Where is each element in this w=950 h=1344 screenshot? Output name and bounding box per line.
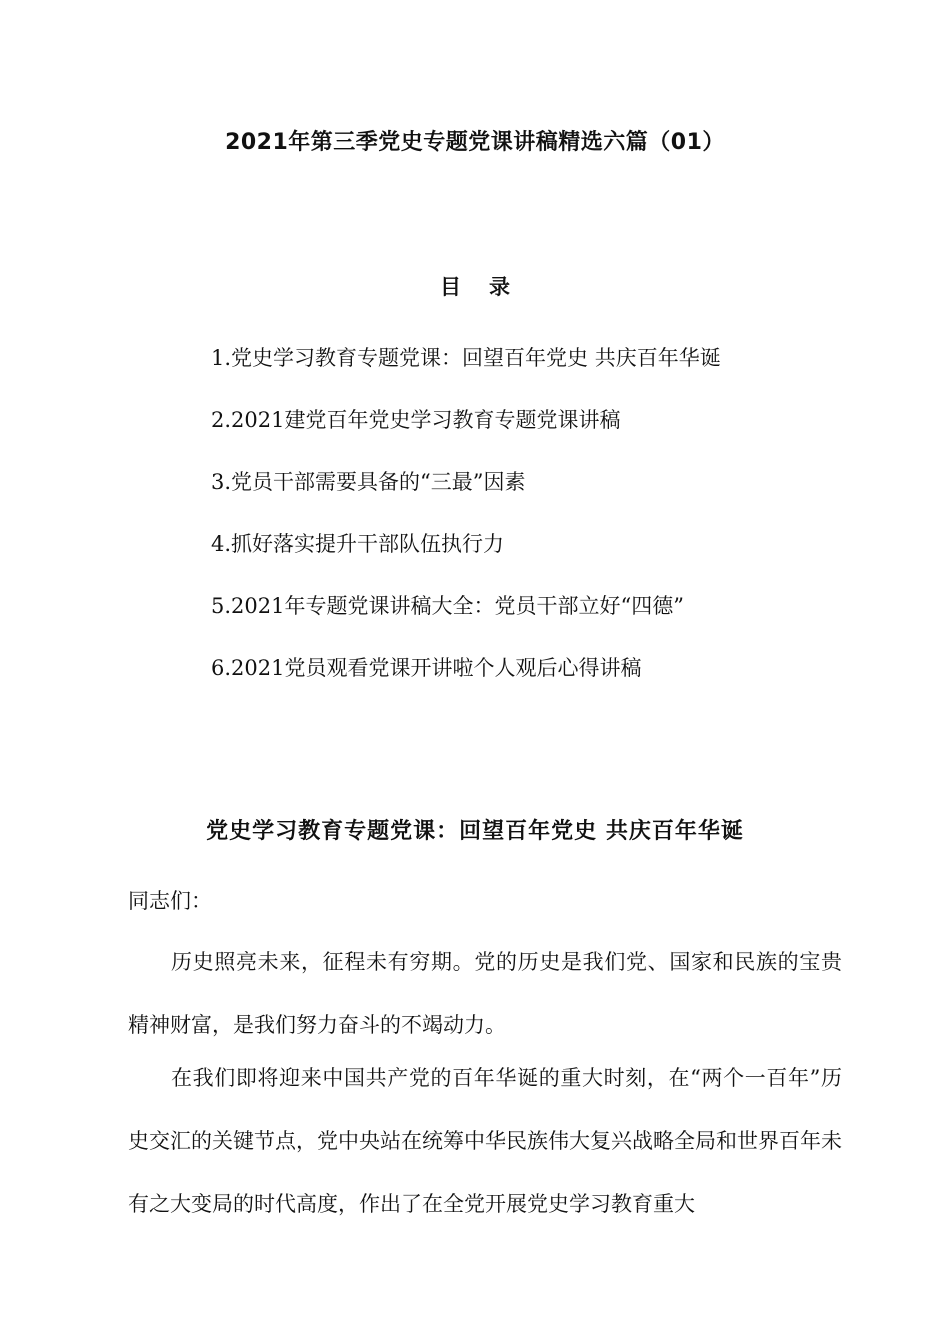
- toc-item: 5.2021年专题党课讲稿大全：党员干部立好“四德”: [211, 594, 684, 618]
- document-title: 2021年第三季党史专题党课讲稿精选六篇（01）: [225, 130, 725, 155]
- salutation: 同志们：: [128, 889, 212, 913]
- toc-heading-char-2: 录: [489, 275, 510, 299]
- body-paragraph: 历史照亮未来，征程未有穷期。党的历史是我们党、国家和民族的宝贵精神财富，是我们努力奋斗的不竭动力。: [128, 950, 842, 1037]
- body-paragraph: 在我们即将迎来中国共产党的百年华诞的重大时刻，在“两个一百年”历史交汇的关键节点，党中央站在统筹中华民族伟大复兴战略全局和世界百年未有之大变局的时代高度，作出了在全党开展党史学习教育重大: [128, 1066, 842, 1216]
- toc-heading-char-1: 目: [440, 275, 461, 299]
- toc-item: 2.2021建党百年党史学习教育专题党课讲稿: [211, 408, 621, 432]
- toc-item: 4.抓好落实提升干部队伍执行力: [211, 532, 505, 556]
- section-title: 党史学习教育专题党课：回望百年党史 共庆百年华诞: [206, 818, 744, 844]
- table-of-contents: [211, 342, 721, 714]
- toc-item: 6.2021党员观看党课开讲啦个人观后心得讲稿: [211, 656, 642, 680]
- toc-heading: [0, 271, 950, 301]
- toc-item: 3.党员干部需要具备的“三最”因素: [211, 470, 526, 494]
- toc-item: 1.党史学习教育专题党课：回望百年党史 共庆百年华诞: [211, 346, 721, 370]
